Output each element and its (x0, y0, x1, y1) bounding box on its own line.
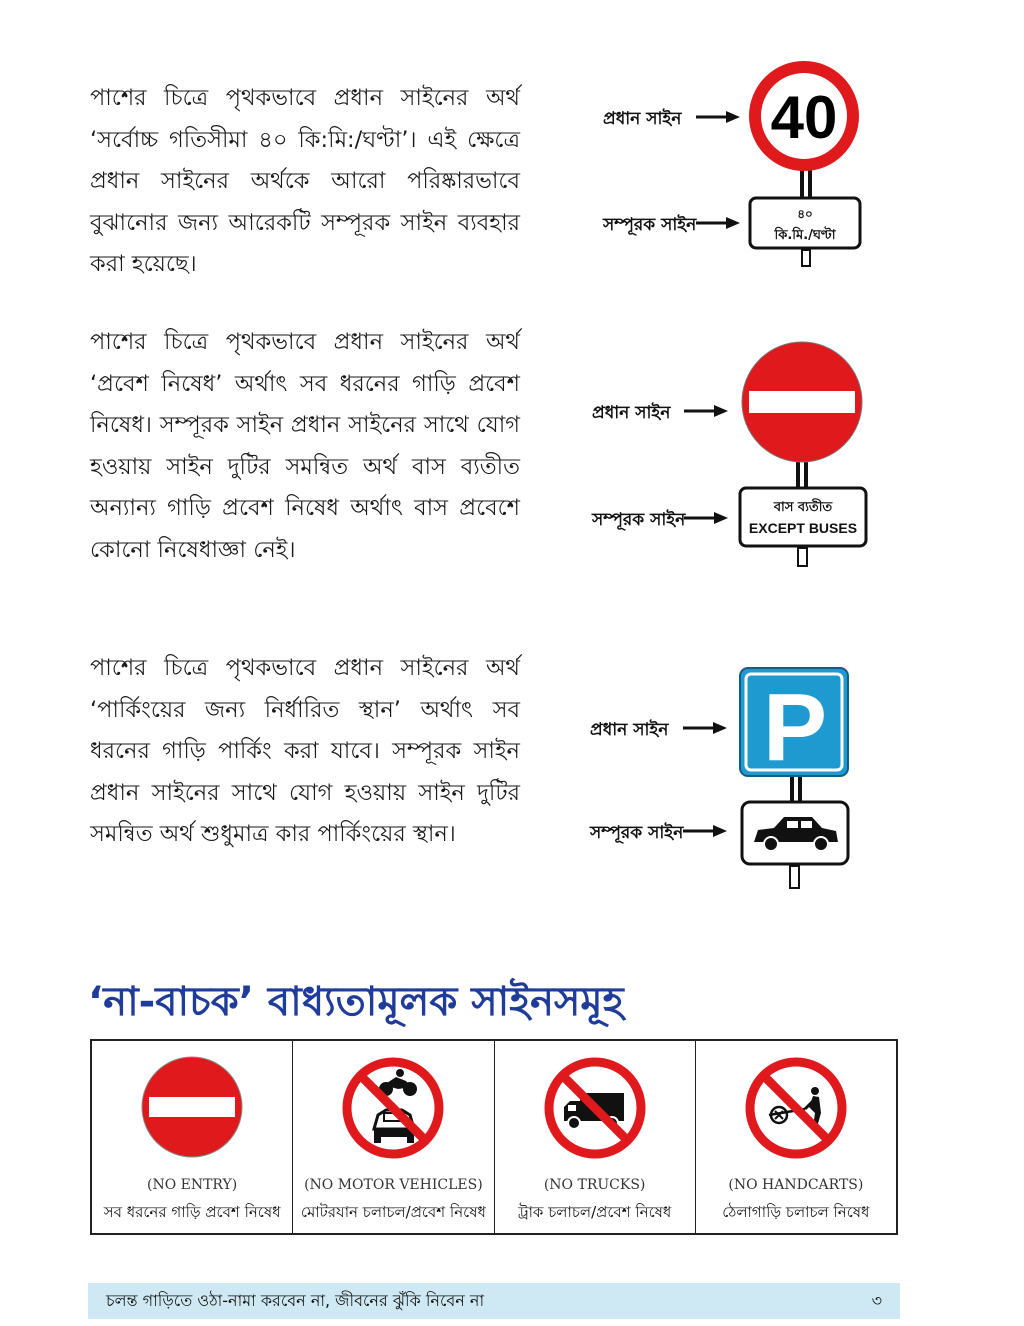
footer-bar (88, 1283, 900, 1319)
footer-text: চলন্ত গাড়িতে ওঠা-নামা করবেন না, জীবনের ঝুঁকি নিবেন না (106, 1290, 485, 1310)
arrow-right-icon (683, 824, 727, 838)
table-cell-no-entry (92, 1041, 293, 1233)
table-cell-no-handcarts (696, 1041, 896, 1233)
speed-number: 40 (770, 84, 838, 151)
main-sign-label: প্রধান সাইন (590, 720, 669, 740)
table-cell-no-trucks (495, 1041, 696, 1233)
caption-english: (NO ENTRY) (146, 1177, 238, 1193)
paragraph-speed-limit: পাশের চিত্রে পৃথকভাবে প্রধান সাইনের অর্থ ‘সর্বোচ্চ গতিসীমা ৪০ কি:মি:/ঘণ্টা’। এই ক্ষেত্রে প্রধান সাইনের অর্থকে আরো পরিষ্কারভাবে বুঝানোর জন্য আরেকটি সম্পূরক সাইন ব্যবহার করা হয়েছে। (90, 85, 520, 277)
section-title: ‘না-বাচক’ বাধ্যতামূলক সাইনসমূহ (88, 979, 624, 1025)
no-entry-icon (140, 1055, 244, 1159)
speed-plate-bottom: কি.মি./ঘণ্টা (774, 228, 836, 243)
parking-letter: P (762, 674, 828, 781)
bus-plate-top: বাস ব্যতীত (773, 500, 833, 515)
paragraph-parking: পাশের চিত্রে পৃথকভাবে প্রধান সাইনের অর্থ ‘পার্কিংয়ের জন্য নির্ধারিত স্থান’ অর্থাৎ সব ধরনের গাড়ি পার্কিং করা যাবে। সম্পূরক সাইন প্রধান সাইনের সাথে যোগ হওয়ায় সাইন দুটির সমন্বিত অর্থ শুধুমাত্র কার পার্কিংয়ের স্থান। (90, 655, 520, 847)
caption-english: (NO MOTOR VEHICLES) (304, 1177, 483, 1193)
no-motor-vehicles-icon (340, 1055, 446, 1161)
no-handcarts-icon (743, 1055, 849, 1161)
arrow-right-icon (696, 216, 740, 230)
bus-plate-bottom: EXCEPT BUSES (748, 520, 858, 536)
speed-limit-sign (744, 58, 869, 273)
caption-english: (NO TRUCKS) (543, 1177, 646, 1193)
no-entry-except-buses-sign (738, 340, 872, 572)
arrow-right-icon (696, 110, 740, 124)
supplementary-sign-label: সম্পূরক সাইন (590, 823, 684, 843)
main-sign-label: প্রধান সাইন (603, 109, 682, 129)
prohibitory-signs-table (90, 1039, 898, 1235)
supplementary-sign-label: সম্পূরক সাইন (603, 215, 697, 235)
paragraph-no-entry: পাশের চিত্রে পৃথকভাবে প্রধান সাইনের অর্থ ‘প্রবেশ নিষেধ’ অর্থাৎ সব ধরনের গাড়ি প্রবেশ নিষেধ। সম্পূরক সাইন প্রধান সাইনের সাথে যোগ হওয়ায় সাইন দুটির সমন্বিত অর্থ বাস ব্যতীত অন্যান্য গাড়ি প্রবেশ নিষেধ অর্থাৎ বাস প্রবেশে কোনো নিষেধাজ্ঞা নেই। (90, 329, 520, 563)
parking-sign (738, 666, 854, 894)
arrow-right-icon (684, 511, 728, 525)
arrow-right-icon (683, 721, 727, 735)
speed-plate-top: ৪০ (797, 207, 813, 221)
arrow-right-icon (684, 404, 728, 418)
no-trucks-icon (542, 1055, 648, 1161)
caption-bangla: ঠেলাগাড়ি চলাচল নিষেধ (722, 1203, 870, 1221)
table-cell-no-motor-vehicles (293, 1041, 494, 1233)
supplementary-sign-label: সম্পূরক সাইন (592, 510, 686, 530)
main-sign-label: প্রধান সাইন (592, 403, 671, 423)
caption-bangla: ট্রাক চলাচল/প্রবেশ নিষেধ (517, 1203, 672, 1221)
caption-bangla: সব ধরনের গাড়ি প্রবেশ নিষেধ (103, 1203, 281, 1221)
page-number: ৩ (871, 1290, 882, 1310)
caption-bangla: মোটরযান চলাচল/প্রবেশ নিষেধ (300, 1203, 486, 1221)
caption-english: (NO HANDCARTS) (728, 1177, 864, 1193)
